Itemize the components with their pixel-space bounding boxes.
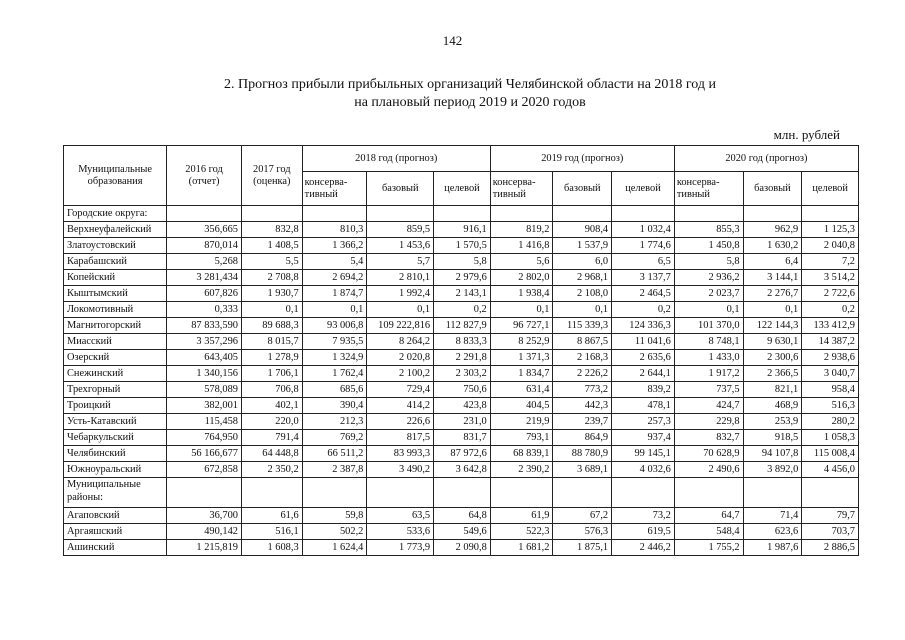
- section-label: Муниципальные районы:: [64, 478, 167, 508]
- table-row: [64, 366, 859, 382]
- table-row: [64, 334, 859, 350]
- municipality-name: Кыштымский: [64, 286, 167, 302]
- value-cell: 1 608,3: [241, 540, 302, 556]
- table-row: [64, 524, 859, 540]
- value-cell: 1 706,1: [241, 366, 302, 382]
- value-cell: 937,4: [612, 430, 675, 446]
- value-cell: 99 145,1: [612, 446, 675, 462]
- value-cell: 2 023,7: [674, 286, 743, 302]
- value-cell: 6,0: [553, 254, 612, 270]
- table-row: [64, 414, 859, 430]
- value-cell: 2 291,8: [434, 350, 491, 366]
- value-cell: 773,2: [553, 382, 612, 398]
- municipality-name: Аргаяшский: [64, 524, 167, 540]
- subheader-target-2020: целевой: [802, 172, 859, 206]
- value-cell: 2 644,1: [612, 366, 675, 382]
- value-cell: 817,5: [367, 430, 434, 446]
- value-cell: 1 630,2: [743, 238, 802, 254]
- section-label: Городские округа:: [64, 206, 167, 222]
- table-row: [64, 540, 859, 556]
- municipality-name: Миасский: [64, 334, 167, 350]
- empty-cell: [367, 206, 434, 222]
- value-cell: 1 930,7: [241, 286, 302, 302]
- value-cell: 8 833,3: [434, 334, 491, 350]
- subheader-conservative-2018: консерва-тивный: [302, 172, 367, 206]
- table-row: [64, 430, 859, 446]
- value-cell: 2 350,2: [241, 462, 302, 478]
- municipality-name: Златоустовский: [64, 238, 167, 254]
- value-cell: 1 366,2: [302, 238, 367, 254]
- value-cell: 2 020,8: [367, 350, 434, 366]
- value-cell: 549,6: [434, 524, 491, 540]
- value-cell: 212,3: [302, 414, 367, 430]
- table-row: [64, 398, 859, 414]
- value-cell: 2 387,8: [302, 462, 367, 478]
- value-cell: 390,4: [302, 398, 367, 414]
- subheader-conservative-2020: консерва-тивный: [674, 172, 743, 206]
- table-row: [64, 302, 859, 318]
- value-cell: 2 276,7: [743, 286, 802, 302]
- value-cell: 958,4: [802, 382, 859, 398]
- value-cell: 1 834,7: [490, 366, 553, 382]
- title-line-1: 2. Прогноз прибыли прибыльных организаций Челябинской области на 2018 год и: [223, 77, 717, 92]
- value-cell: 2 694,2: [302, 270, 367, 286]
- value-cell: 0,1: [241, 302, 302, 318]
- value-cell: 0,1: [553, 302, 612, 318]
- value-cell: 2 303,2: [434, 366, 491, 382]
- value-cell: 0,1: [490, 302, 553, 318]
- value-cell: 6,5: [612, 254, 675, 270]
- value-cell: 64,8: [434, 508, 491, 524]
- municipality-name: Снежинский: [64, 366, 167, 382]
- table-row: [64, 254, 859, 270]
- value-cell: 623,6: [743, 524, 802, 540]
- value-cell: 793,1: [490, 430, 553, 446]
- table-row: [64, 286, 859, 302]
- municipality-name: Озерский: [64, 350, 167, 366]
- value-cell: 2 490,6: [674, 462, 743, 478]
- empty-cell: [167, 206, 242, 222]
- value-cell: 89 688,3: [241, 318, 302, 334]
- value-cell: 576,3: [553, 524, 612, 540]
- value-cell: 502,2: [302, 524, 367, 540]
- value-cell: 219,9: [490, 414, 553, 430]
- value-cell: 79,7: [802, 508, 859, 524]
- municipality-name: Карабашский: [64, 254, 167, 270]
- subheader-base-2018: базовый: [367, 172, 434, 206]
- value-cell: 424,7: [674, 398, 743, 414]
- value-cell: 1 992,4: [367, 286, 434, 302]
- value-cell: 855,3: [674, 222, 743, 238]
- value-cell: 64 448,8: [241, 446, 302, 462]
- empty-cell: [302, 206, 367, 222]
- value-cell: 1 433,0: [674, 350, 743, 366]
- value-cell: 122 144,3: [743, 318, 802, 334]
- value-cell: 1 755,2: [674, 540, 743, 556]
- table-row: [64, 350, 859, 366]
- empty-cell: [553, 478, 612, 508]
- value-cell: 133 412,9: [802, 318, 859, 334]
- value-cell: 1 032,4: [612, 222, 675, 238]
- value-cell: 478,1: [612, 398, 675, 414]
- value-cell: 2 464,5: [612, 286, 675, 302]
- table-row: [64, 222, 859, 238]
- value-cell: 423,8: [434, 398, 491, 414]
- value-cell: 3 040,7: [802, 366, 859, 382]
- value-cell: 832,7: [674, 430, 743, 446]
- value-cell: 468,9: [743, 398, 802, 414]
- value-cell: 115,458: [167, 414, 242, 430]
- subheader-target-2018: целевой: [434, 172, 491, 206]
- empty-cell: [167, 478, 242, 508]
- value-cell: 83 993,3: [367, 446, 434, 462]
- document-title: [120, 76, 820, 112]
- value-cell: 607,826: [167, 286, 242, 302]
- value-cell: 2 886,5: [802, 540, 859, 556]
- value-cell: 0,2: [434, 302, 491, 318]
- value-cell: 382,001: [167, 398, 242, 414]
- value-cell: 1 537,9: [553, 238, 612, 254]
- value-cell: 1 774,6: [612, 238, 675, 254]
- value-cell: 109 222,816: [367, 318, 434, 334]
- value-cell: 619,5: [612, 524, 675, 540]
- value-cell: 61,9: [490, 508, 553, 524]
- value-cell: 94 107,8: [743, 446, 802, 462]
- empty-cell: [490, 206, 553, 222]
- section-row: [64, 206, 859, 222]
- value-cell: 124 336,3: [612, 318, 675, 334]
- value-cell: 0,1: [674, 302, 743, 318]
- municipality-name: Чебаркульский: [64, 430, 167, 446]
- value-cell: 533,6: [367, 524, 434, 540]
- value-cell: 239,7: [553, 414, 612, 430]
- value-cell: 1 058,3: [802, 430, 859, 446]
- value-cell: 859,5: [367, 222, 434, 238]
- table-body: [64, 206, 859, 556]
- value-cell: 2 108,0: [553, 286, 612, 302]
- value-cell: 73,2: [612, 508, 675, 524]
- value-cell: 7,2: [802, 254, 859, 270]
- value-cell: 1 340,156: [167, 366, 242, 382]
- value-cell: 5,268: [167, 254, 242, 270]
- municipality-name: Челябинский: [64, 446, 167, 462]
- value-cell: 1 773,9: [367, 540, 434, 556]
- value-cell: 1 938,4: [490, 286, 553, 302]
- value-cell: 404,5: [490, 398, 553, 414]
- municipality-name: Локомотивный: [64, 302, 167, 318]
- value-cell: 115 008,4: [802, 446, 859, 462]
- value-cell: 71,4: [743, 508, 802, 524]
- value-cell: 703,7: [802, 524, 859, 540]
- value-cell: 2 300,6: [743, 350, 802, 366]
- empty-cell: [434, 478, 491, 508]
- table-row: [64, 446, 859, 462]
- header-2020: 2020 год (прогноз): [674, 146, 858, 172]
- header-2018: 2018 год (прогноз): [302, 146, 490, 172]
- municipality-name: Копейский: [64, 270, 167, 286]
- value-cell: 1 215,819: [167, 540, 242, 556]
- units-label: млн. рублей: [773, 127, 840, 142]
- value-cell: 737,5: [674, 382, 743, 398]
- header-2017: 2017 год (оценка): [241, 146, 302, 206]
- value-cell: 68 839,1: [490, 446, 553, 462]
- value-cell: 9 630,1: [743, 334, 802, 350]
- value-cell: 70 628,9: [674, 446, 743, 462]
- value-cell: 516,3: [802, 398, 859, 414]
- value-cell: 8 264,2: [367, 334, 434, 350]
- value-cell: 64,7: [674, 508, 743, 524]
- value-cell: 2 168,3: [553, 350, 612, 366]
- value-cell: 112 827,9: [434, 318, 491, 334]
- empty-cell: [553, 206, 612, 222]
- value-cell: 2 226,2: [553, 366, 612, 382]
- value-cell: 1 453,6: [367, 238, 434, 254]
- value-cell: 791,4: [241, 430, 302, 446]
- value-cell: 8 748,1: [674, 334, 743, 350]
- header-municipal: Муниципальные образования: [64, 146, 167, 206]
- value-cell: 1 875,1: [553, 540, 612, 556]
- value-cell: 0,1: [302, 302, 367, 318]
- value-cell: 56 166,677: [167, 446, 242, 462]
- title-line-2: на плановый период 2019 и 2020 годов: [354, 95, 586, 110]
- value-cell: 2 366,5: [743, 366, 802, 382]
- value-cell: 3 490,2: [367, 462, 434, 478]
- value-cell: 2 938,6: [802, 350, 859, 366]
- value-cell: 0,2: [612, 302, 675, 318]
- subheader-conservative-2019: консерва-тивный: [490, 172, 553, 206]
- value-cell: 88 780,9: [553, 446, 612, 462]
- value-cell: 11 041,6: [612, 334, 675, 350]
- value-cell: 729,4: [367, 382, 434, 398]
- value-cell: 101 370,0: [674, 318, 743, 334]
- value-cell: 1 125,3: [802, 222, 859, 238]
- value-cell: 0,1: [367, 302, 434, 318]
- value-cell: 3 514,2: [802, 270, 859, 286]
- value-cell: 3 144,1: [743, 270, 802, 286]
- value-cell: 3 892,0: [743, 462, 802, 478]
- value-cell: 1 324,9: [302, 350, 367, 366]
- empty-cell: [367, 478, 434, 508]
- empty-cell: [302, 478, 367, 508]
- empty-cell: [674, 206, 743, 222]
- value-cell: 870,014: [167, 238, 242, 254]
- value-cell: 36,700: [167, 508, 242, 524]
- value-cell: 6,4: [743, 254, 802, 270]
- value-cell: 2 635,6: [612, 350, 675, 366]
- value-cell: 832,8: [241, 222, 302, 238]
- empty-cell: [802, 478, 859, 508]
- empty-cell: [490, 478, 553, 508]
- value-cell: 916,1: [434, 222, 491, 238]
- value-cell: 414,2: [367, 398, 434, 414]
- value-cell: 1 570,5: [434, 238, 491, 254]
- table-row: [64, 270, 859, 286]
- value-cell: 61,6: [241, 508, 302, 524]
- value-cell: 2 446,2: [612, 540, 675, 556]
- value-cell: 2 040,8: [802, 238, 859, 254]
- value-cell: 4 456,0: [802, 462, 859, 478]
- value-cell: 2 708,8: [241, 270, 302, 286]
- value-cell: 0,1: [743, 302, 802, 318]
- value-cell: 66 511,2: [302, 446, 367, 462]
- profit-forecast-table: [63, 145, 859, 556]
- value-cell: 2 143,1: [434, 286, 491, 302]
- value-cell: 5,5: [241, 254, 302, 270]
- empty-cell: [743, 478, 802, 508]
- table-row: [64, 508, 859, 524]
- value-cell: 2 802,0: [490, 270, 553, 286]
- value-cell: 356,665: [167, 222, 242, 238]
- value-cell: 3 642,8: [434, 462, 491, 478]
- value-cell: 548,4: [674, 524, 743, 540]
- value-cell: 1 450,8: [674, 238, 743, 254]
- value-cell: 839,2: [612, 382, 675, 398]
- value-cell: 3 281,434: [167, 270, 242, 286]
- value-cell: 672,858: [167, 462, 242, 478]
- value-cell: 7 935,5: [302, 334, 367, 350]
- value-cell: 59,8: [302, 508, 367, 524]
- table-row: [64, 238, 859, 254]
- value-cell: 522,3: [490, 524, 553, 540]
- value-cell: 2 810,1: [367, 270, 434, 286]
- value-cell: 5,6: [490, 254, 553, 270]
- value-cell: 5,8: [674, 254, 743, 270]
- value-cell: 685,6: [302, 382, 367, 398]
- value-cell: 1 624,4: [302, 540, 367, 556]
- value-cell: 115 339,3: [553, 318, 612, 334]
- header-2016: 2016 год (отчет): [167, 146, 242, 206]
- value-cell: 962,9: [743, 222, 802, 238]
- value-cell: 1 917,2: [674, 366, 743, 382]
- value-cell: 96 727,1: [490, 318, 553, 334]
- value-cell: 2 090,8: [434, 540, 491, 556]
- value-cell: 2 979,6: [434, 270, 491, 286]
- value-cell: 253,9: [743, 414, 802, 430]
- empty-cell: [743, 206, 802, 222]
- empty-cell: [434, 206, 491, 222]
- value-cell: 516,1: [241, 524, 302, 540]
- value-cell: 2 390,2: [490, 462, 553, 478]
- table-row: [64, 382, 859, 398]
- subheader-base-2020: базовый: [743, 172, 802, 206]
- value-cell: 764,950: [167, 430, 242, 446]
- header-2019: 2019 год (прогноз): [490, 146, 674, 172]
- value-cell: 1 416,8: [490, 238, 553, 254]
- table-row: [64, 462, 859, 478]
- municipality-name: Троицкий: [64, 398, 167, 414]
- empty-cell: [612, 206, 675, 222]
- municipality-name: Магнитогорский: [64, 318, 167, 334]
- municipality-name: Ашинский: [64, 540, 167, 556]
- value-cell: 3 689,1: [553, 462, 612, 478]
- value-cell: 1 371,3: [490, 350, 553, 366]
- value-cell: 87 833,590: [167, 318, 242, 334]
- value-cell: 490,142: [167, 524, 242, 540]
- empty-cell: [241, 478, 302, 508]
- value-cell: 831,7: [434, 430, 491, 446]
- value-cell: 1 762,4: [302, 366, 367, 382]
- value-cell: 402,1: [241, 398, 302, 414]
- value-cell: 3 357,296: [167, 334, 242, 350]
- value-cell: 4 032,6: [612, 462, 675, 478]
- value-cell: 87 972,6: [434, 446, 491, 462]
- value-cell: 2 968,1: [553, 270, 612, 286]
- value-cell: 5,8: [434, 254, 491, 270]
- value-cell: 14 387,2: [802, 334, 859, 350]
- value-cell: 8 867,5: [553, 334, 612, 350]
- municipality-name: Южноуральский: [64, 462, 167, 478]
- municipality-name: Агаповский: [64, 508, 167, 524]
- value-cell: 442,3: [553, 398, 612, 414]
- value-cell: 5,4: [302, 254, 367, 270]
- value-cell: 908,4: [553, 222, 612, 238]
- value-cell: 229,8: [674, 414, 743, 430]
- value-cell: 8 252,9: [490, 334, 553, 350]
- value-cell: 5,7: [367, 254, 434, 270]
- empty-cell: [612, 478, 675, 508]
- value-cell: 918,5: [743, 430, 802, 446]
- empty-cell: [241, 206, 302, 222]
- value-cell: 63,5: [367, 508, 434, 524]
- value-cell: 1 278,9: [241, 350, 302, 366]
- value-cell: 0,2: [802, 302, 859, 318]
- value-cell: 2 100,2: [367, 366, 434, 382]
- value-cell: 2 936,2: [674, 270, 743, 286]
- municipality-name: Трехгорный: [64, 382, 167, 398]
- value-cell: 2 722,6: [802, 286, 859, 302]
- value-cell: 8 015,7: [241, 334, 302, 350]
- subheader-target-2019: целевой: [612, 172, 675, 206]
- empty-cell: [802, 206, 859, 222]
- municipality-name: Усть-Катавский: [64, 414, 167, 430]
- value-cell: 93 006,8: [302, 318, 367, 334]
- value-cell: 1 681,2: [490, 540, 553, 556]
- value-cell: 3 137,7: [612, 270, 675, 286]
- value-cell: 769,2: [302, 430, 367, 446]
- value-cell: 257,3: [612, 414, 675, 430]
- value-cell: 0,333: [167, 302, 242, 318]
- value-cell: 631,4: [490, 382, 553, 398]
- value-cell: 750,6: [434, 382, 491, 398]
- value-cell: 864,9: [553, 430, 612, 446]
- page-number: 142: [442, 33, 463, 48]
- value-cell: 1 874,7: [302, 286, 367, 302]
- value-cell: 821,1: [743, 382, 802, 398]
- value-cell: 67,2: [553, 508, 612, 524]
- value-cell: 578,089: [167, 382, 242, 398]
- municipality-name: Верхнеуфалейский: [64, 222, 167, 238]
- empty-cell: [674, 478, 743, 508]
- value-cell: 220,0: [241, 414, 302, 430]
- value-cell: 810,3: [302, 222, 367, 238]
- value-cell: 643,405: [167, 350, 242, 366]
- value-cell: 1 408,5: [241, 238, 302, 254]
- section-row: [64, 478, 859, 508]
- value-cell: 1 987,6: [743, 540, 802, 556]
- value-cell: 231,0: [434, 414, 491, 430]
- value-cell: 226,6: [367, 414, 434, 430]
- subheader-base-2019: базовый: [553, 172, 612, 206]
- table-row: [64, 318, 859, 334]
- value-cell: 819,2: [490, 222, 553, 238]
- value-cell: 280,2: [802, 414, 859, 430]
- value-cell: 706,8: [241, 382, 302, 398]
